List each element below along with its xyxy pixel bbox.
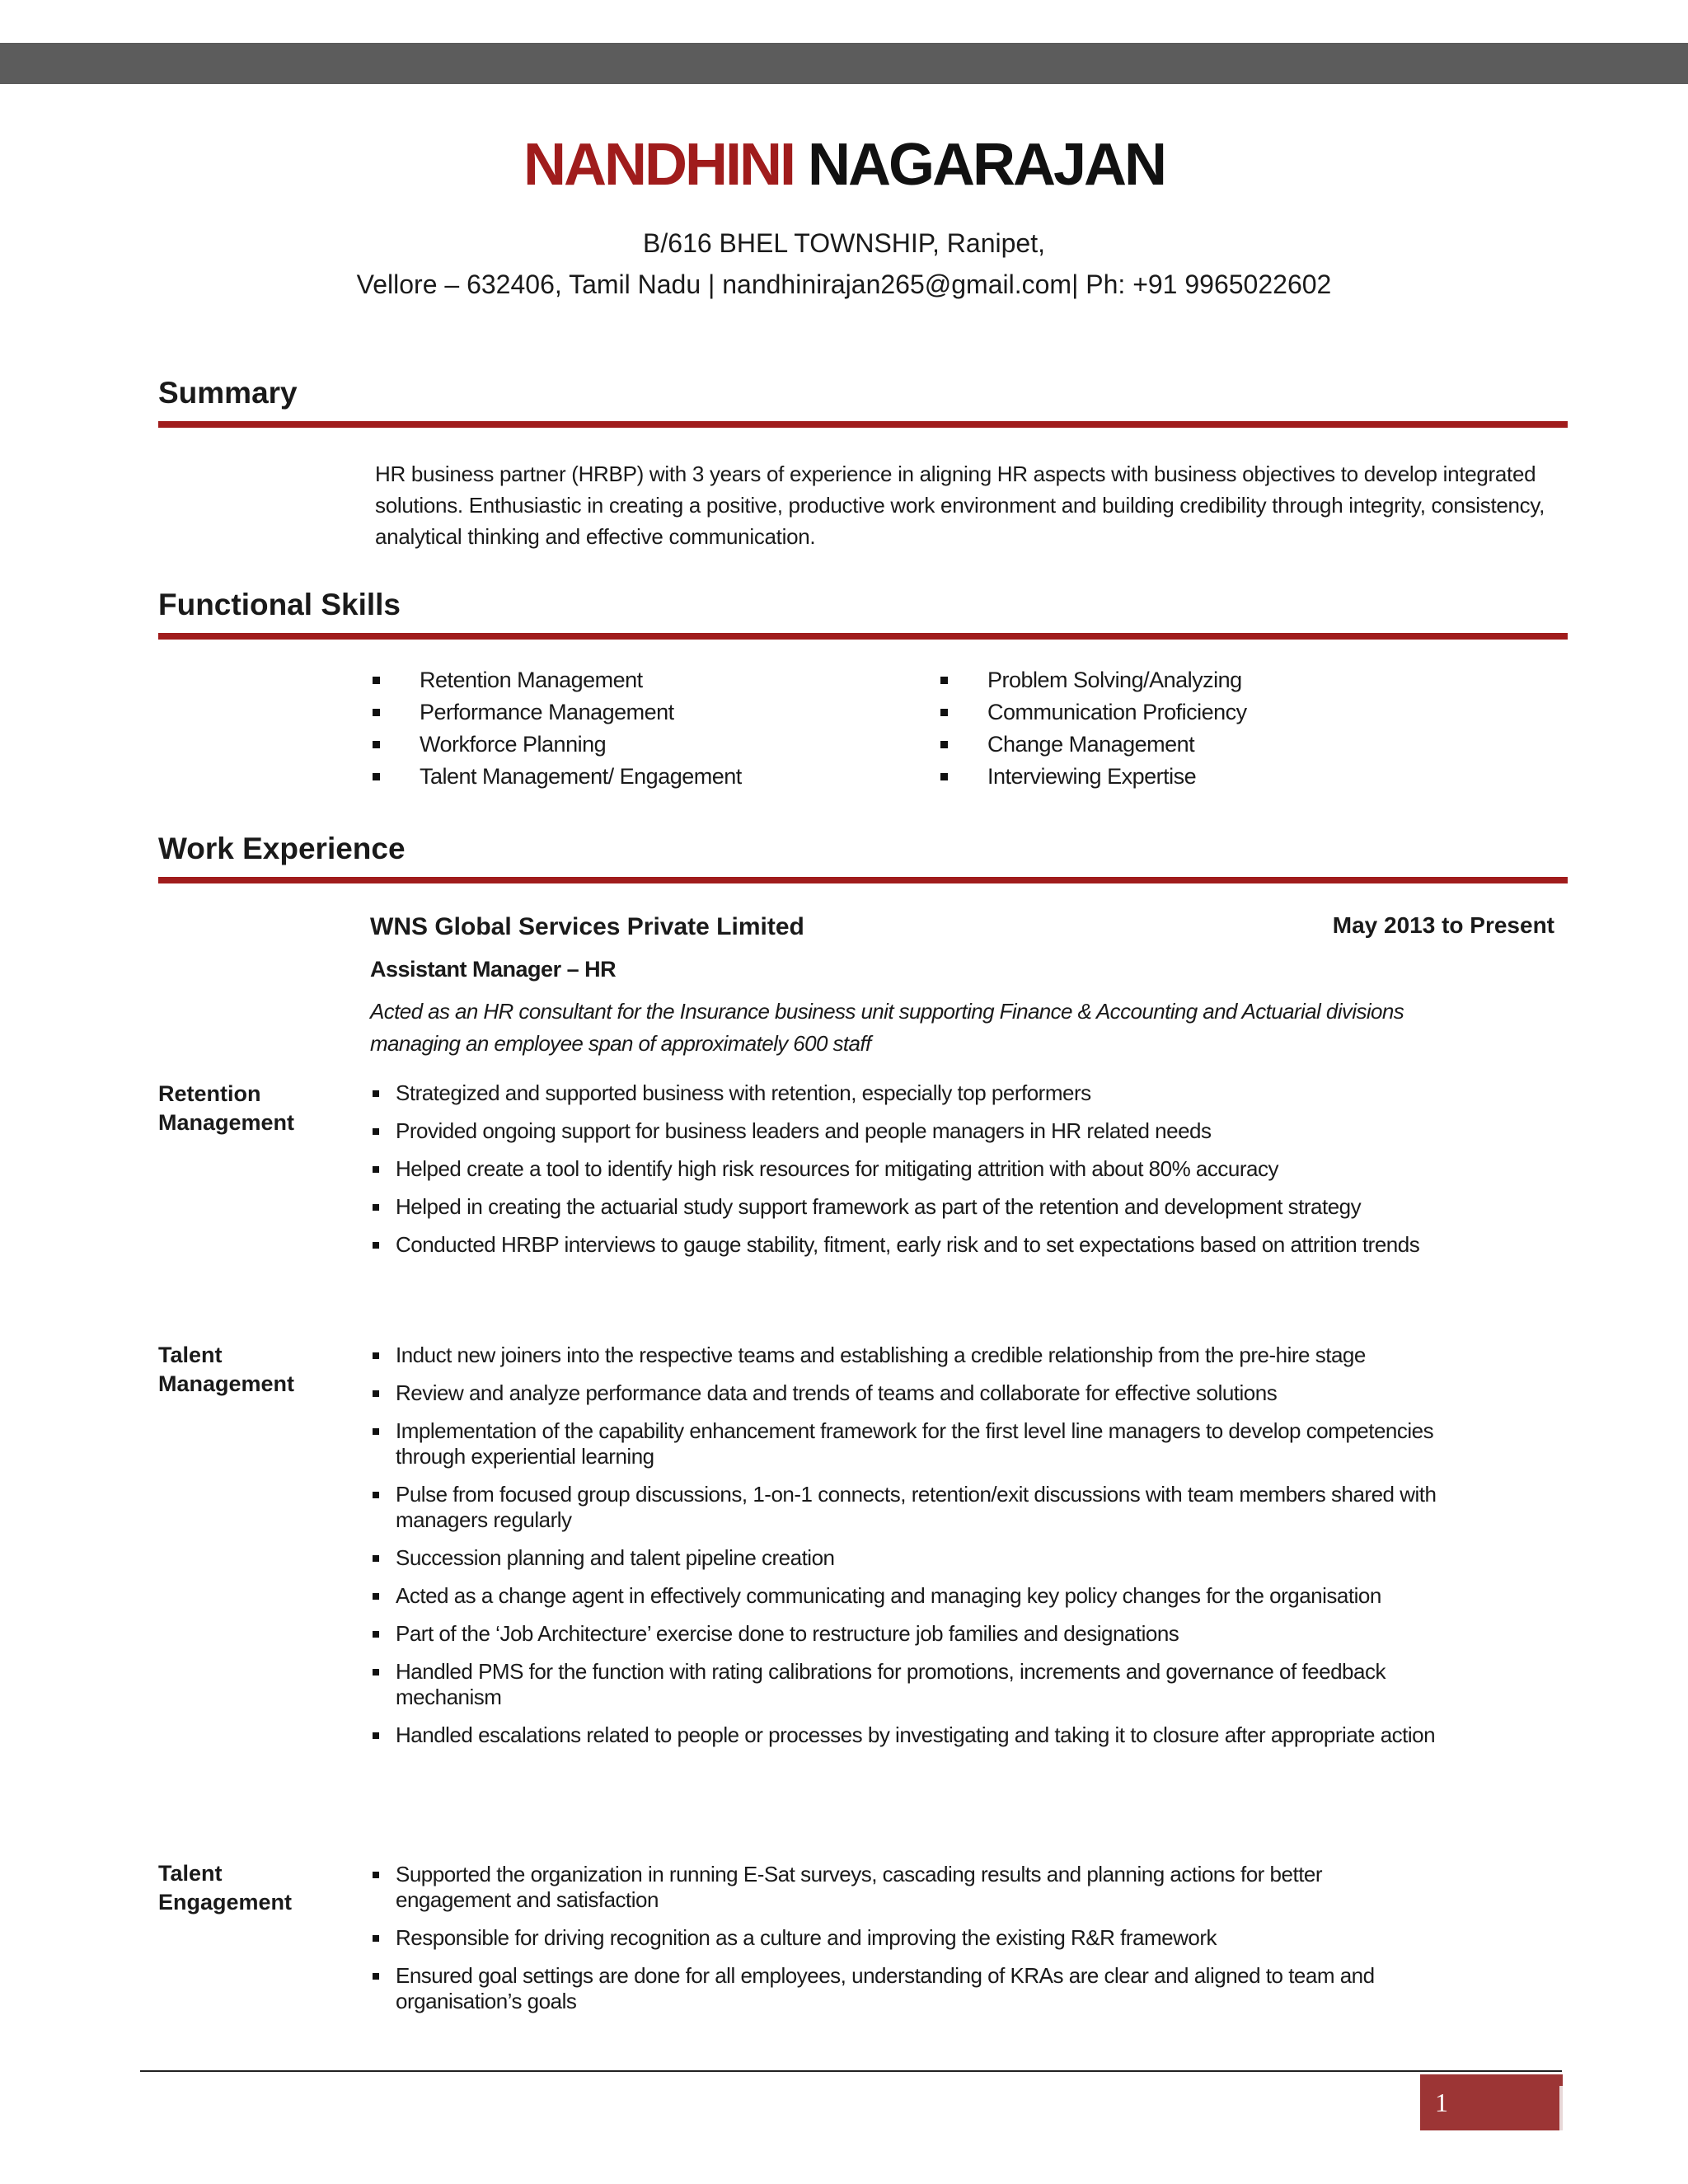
- bullet-item: Part of the ‘Job Architecture’ exercise done to restructure job families and designations: [370, 1621, 1442, 1647]
- experience-heading: Work Experience: [158, 832, 406, 865]
- skill-item: Change Management: [940, 729, 1247, 761]
- employment-dates: May 2013 to Present: [1332, 912, 1554, 938]
- role-description: Acted as an HR consultant for the Insurance business unit supporting Finance & Accounting and Actuarial divisions managing an employee span of approximately 600 staff: [370, 999, 1404, 1056]
- bullet-item: Review and analyze performance data and trends of teams and collaborate for effective solutions: [370, 1380, 1442, 1406]
- group-label-line: Talent: [158, 1861, 223, 1886]
- talent-management-bullets: [370, 1343, 1442, 1760]
- summary-divider: [158, 421, 1568, 428]
- top-bar: [0, 43, 1688, 84]
- bullet-item: Handled escalations related to people or processes by investigating and taking it to closure after appropriate action: [370, 1722, 1442, 1748]
- bullet-item: Provided ongoing support for business leaders and people managers in HR related needs: [370, 1118, 1442, 1144]
- skill-item: Communication Proficiency: [940, 696, 1247, 729]
- bullet-item: Succession planning and talent pipeline creation: [370, 1545, 1442, 1571]
- bullet-item: Handled PMS for the function with rating calibrations for promotions, increments and governance of feedback mechanism: [370, 1659, 1442, 1710]
- bullet-item: Implementation of the capability enhancement framework for the first level line managers to develop competencies through experiential learning: [370, 1418, 1442, 1469]
- bullet-item: Helped in creating the actuarial study support framework as part of the retention and development strategy: [370, 1194, 1442, 1220]
- group-label-line: Retention: [158, 1081, 261, 1106]
- page-number: 1: [1435, 2088, 1448, 2117]
- company-name: WNS Global Services Private Limited: [370, 913, 804, 940]
- skills-list-left: [373, 664, 742, 793]
- skill-item: Retention Management: [373, 664, 742, 696]
- skill-item: Problem Solving/Analyzing: [940, 664, 1247, 696]
- job-title: Assistant Manager – HR: [370, 957, 617, 982]
- group-label-line: Talent: [158, 1343, 223, 1367]
- bullet-item: Acted as a change agent in effectively communicating and managing key policy changes for the organisation: [370, 1583, 1442, 1609]
- candidate-name: [0, 125, 1688, 204]
- address-line-1: B/616 BHEL TOWNSHIP, Ranipet,: [643, 228, 1045, 258]
- bullet-item: Induct new joiners into the respective teams and establishing a credible relationship from the pre-hire stage: [370, 1343, 1442, 1368]
- retention-bullets: [370, 1080, 1442, 1270]
- group-label-retention: [158, 1080, 294, 1137]
- summary-text: HR business partner (HRBP) with 3 years of experience in aligning HR aspects with business objectives to develop integrated solutions. Enthusiastic in creating a positive, productive work environment and building credibility through integrity, consistency, analytical thinking and effective communication.: [375, 462, 1545, 549]
- address-line-2: Vellore – 632406, Tamil Nadu | nandhinirajan265@gmail.com| Ph: +91 9965022602: [356, 269, 1332, 299]
- skill-item: Workforce Planning: [373, 729, 742, 761]
- bullet-item: Conducted HRBP interviews to gauge stability, fitment, early risk and to set expectations based on attrition trends: [370, 1232, 1442, 1258]
- skills-divider: [158, 633, 1568, 640]
- bullet-item: Helped create a tool to identify high risk resources for mitigating attrition with about 80% accuracy: [370, 1156, 1442, 1182]
- group-label-talent-engagement: [158, 1859, 292, 1917]
- group-label-line: Management: [158, 1371, 295, 1396]
- skill-item: Performance Management: [373, 696, 742, 729]
- last-name: NAGARAJAN: [807, 132, 1165, 198]
- bullet-item: Supported the organization in running E-Sat surveys, cascading results and planning actions for better engagement and satisfaction: [370, 1862, 1442, 1913]
- skill-item: Talent Management/ Engagement: [373, 761, 742, 793]
- skill-item: Interviewing Expertise: [940, 761, 1247, 793]
- skills-list-right: [940, 664, 1247, 793]
- bullet-item: Responsible for driving recognition as a culture and improving the existing R&R framework: [370, 1925, 1442, 1951]
- bullet-item: Pulse from focused group discussions, 1-on-1 connects, retention/exit discussions with team members shared with managers regularly: [370, 1482, 1442, 1533]
- skills-heading: Functional Skills: [158, 588, 401, 621]
- bullet-item: Strategized and supported business with retention, especially top performers: [370, 1080, 1442, 1106]
- footer-divider: [140, 2070, 1562, 2072]
- group-label-line: Engagement: [158, 1890, 293, 1915]
- group-label-line: Management: [158, 1110, 295, 1135]
- bullet-item: Ensured goal settings are done for all employees, understanding of KRAs are clear and aligned to team and organisation’s goals: [370, 1963, 1442, 2014]
- talent-engagement-bullets: [370, 1862, 1442, 2027]
- page-box-edge: [1559, 2086, 1563, 2130]
- experience-divider: [158, 877, 1568, 883]
- first-name: NANDHINI: [523, 132, 794, 198]
- summary-heading: Summary: [158, 376, 298, 410]
- group-label-talent-management: [158, 1341, 294, 1399]
- page-number-box: [1420, 2074, 1563, 2130]
